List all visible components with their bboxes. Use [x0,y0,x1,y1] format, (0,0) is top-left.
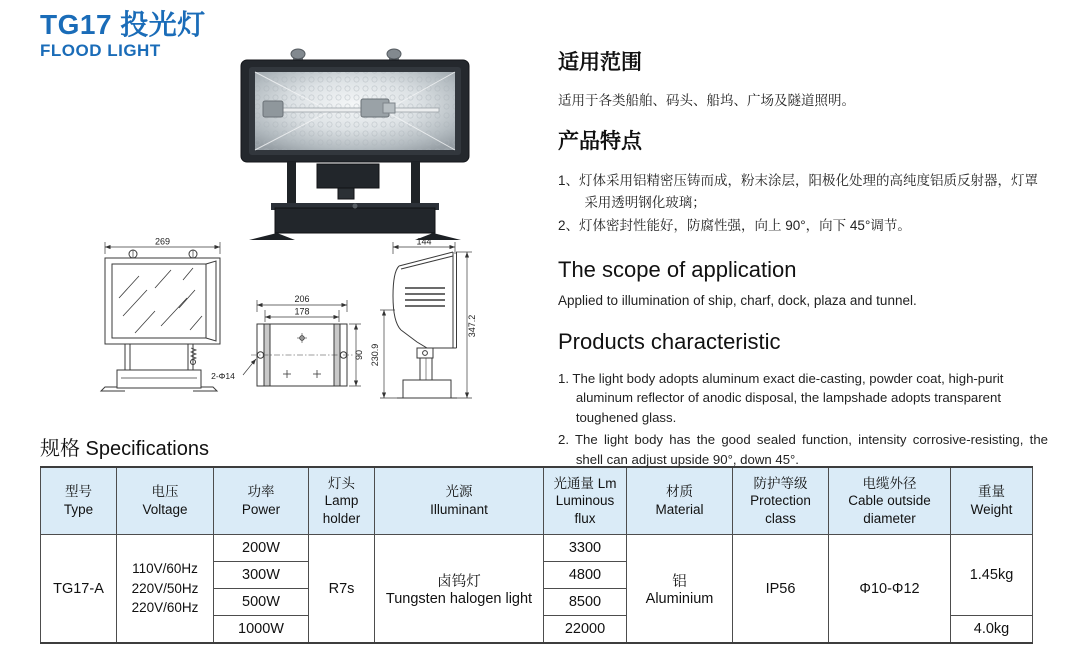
col-header-weight: 重量 Weight [951,467,1033,535]
cell-power-3: 500W [214,589,309,616]
cell-type: TG17-A [41,535,117,644]
section-heading-scope-en: The scope of application [558,257,797,283]
section-heading-features-cn: 产品特点 [558,130,642,154]
dimension-label-plan-holes: 2-Φ14 [211,371,235,381]
cell-luminous-flux-2: 4800 [544,562,627,589]
section-heading-features-en: Products characteristic [558,328,781,354]
cell-cable-diameter: Φ10-Φ12 [829,535,951,644]
table-header-row [41,467,1033,535]
page-subtitle: FLOOD LIGHT [40,41,161,61]
photo-base [249,203,461,240]
dimension-label-plan-inner: 178 [294,306,310,317]
specs-heading: 规格 Specifications [40,438,209,460]
col-header-material: 材质 Material [627,467,733,535]
section-heading-scope-cn: 适用范围 [558,51,642,74]
col-header-type: 型号 Type [41,467,117,535]
col-header-illuminant: 光源 Illuminant [375,467,544,535]
cell-power-4: 1000W [214,616,309,644]
cell-luminous-flux-3: 8500 [544,589,627,616]
photo-bracket [287,162,420,208]
section-body-scope-en: Applied to illumination of ship, charf, dock, plaza and tunnel. [558,293,917,309]
dimension-label-side-width: 144 [416,238,432,247]
feature-item-cn-2: 2、灯体密封性能好，防腐性强，向上 90°，向下 45°调节。 [558,218,911,234]
cell-weight-1: 1.45kg [951,535,1033,616]
drawing-front-view [101,242,220,391]
specifications-table [40,466,1033,644]
feature-item-en-2: 2. The light body has the good sealed function, intensity corrosive-resisting, the shell can adjust upside 90°, down 45°. [558,431,1048,467]
cell-weight-2: 4.0kg [951,616,1033,644]
product-photo [235,48,475,243]
cell-voltage: 110V/60Hz 220V/50Hz 220V/60Hz [117,535,214,644]
col-header-cable-diameter: 电缆外径 Cable outside diameter [829,467,951,535]
dimension-label-side-mount-height: 230.9 [370,343,380,367]
cell-lamp-holder: R7s [309,535,375,644]
col-header-lamp-holder: 灯头 Lamp holder [309,467,375,535]
drawing-side-view [380,242,472,398]
section-body-scope-cn: 适用于各类船舶、码头、船坞、广场及隧道照明。 [558,93,855,108]
cell-luminous-flux-4: 22000 [544,616,627,644]
col-header-luminous-flux: 光通量 Lm Luminous flux [544,467,627,535]
dimension-label-plan-depth: 90 [354,349,364,361]
brand-block [40,10,206,60]
cell-power-2: 300W [214,562,309,589]
cell-material: 铝 Aluminium [627,535,733,644]
cell-power-1: 200W [214,535,309,562]
dimension-label-plan-outer: 206 [294,294,310,304]
col-header-voltage: 电压 Voltage [117,467,214,535]
feature-item-en-1: 1. The light body adopts aluminum exact die-casting, powder coat, high-purit aluminum reflector of anodic disposal, the lampshade adopts transparent toughened glass. [558,370,1004,426]
page-title: TG17 投光灯 [40,9,206,40]
dimension-label-side-total-height: 347.2 [467,314,477,338]
col-header-power: 功率 Power [214,467,309,535]
cell-luminous-flux-1: 3300 [544,535,627,562]
description-column [558,46,1048,472]
technical-drawings [95,238,490,418]
col-header-protection-class: 防护等级 Protection class [733,467,829,535]
table-row [41,535,1033,562]
cell-illuminant: 卤钨灯 Tungsten halogen light [375,535,544,644]
dimension-label-front-width: 269 [154,238,171,247]
feature-item-cn-1: 1、灯体采用铝精密压铸而成，粉末涂层，阳极化处理的高纯度铝质反射器，灯罩采用透明钢化玻璃； [558,173,1039,210]
cell-protection-class: IP56 [733,535,829,644]
